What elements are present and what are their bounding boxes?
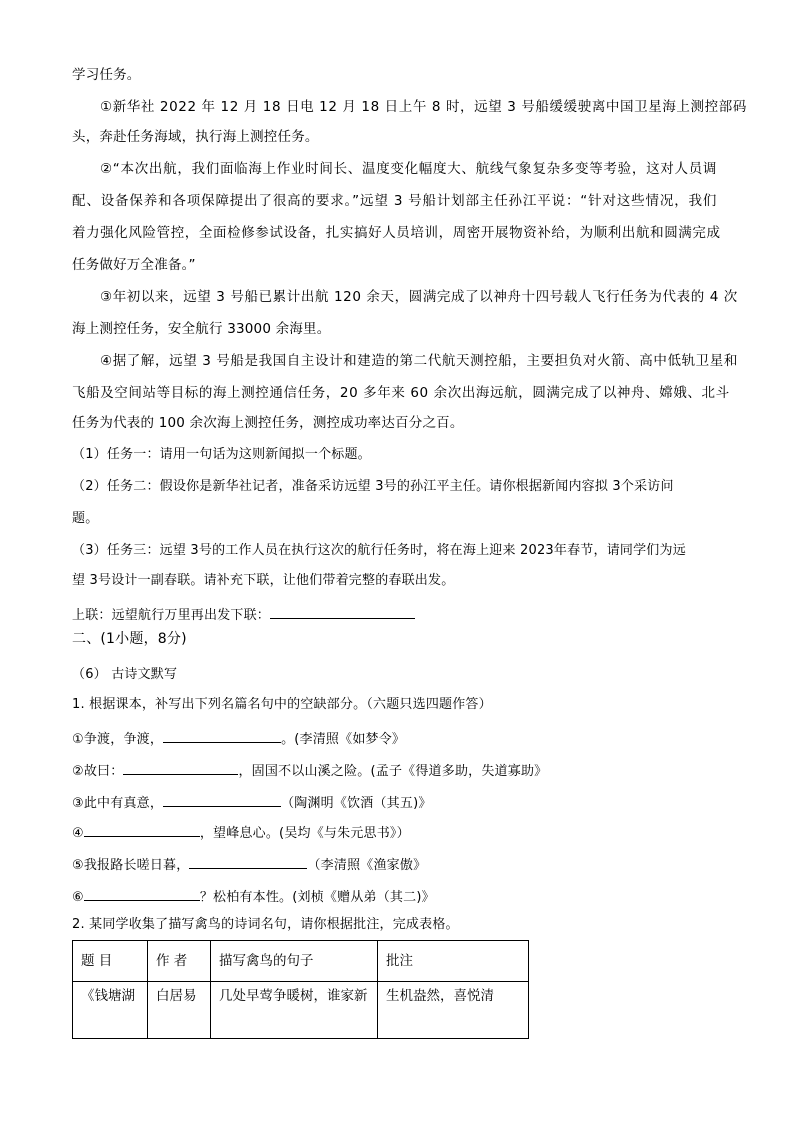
news-p2-line2: 配、设备保养和各项保障提出了很高的要求。”远望 3 号船计划部主任孙江平说：“针对这些情况，我们 (72, 193, 717, 209)
table-row (73, 982, 529, 1039)
news-p4-line2: 飞船及空间站等目标的海上测控通信任务，20 多年来 60 余次出海远航，圆满完成了以神舟、嫦娥、北斗 (72, 385, 730, 401)
item-6-source: ？松柏有本性。(刘桢《赠从弟（其二)》 (199, 890, 435, 905)
news-p4-line1: ④据了解，远望 3 号船是我国自主设计和建造的第二代航天测控船，主要担负对火箭、高中低轨卫星和 (100, 353, 738, 369)
recitation-item-1 (72, 728, 405, 749)
item-4-source: ，望峰息心。(吴均《与朱元思书》） (199, 826, 410, 841)
news-p1-line2: 头，奔赴任务海域，执行海上测控任务。 (72, 129, 319, 145)
item-3-source: （陶渊明《饮酒（其五)》 (281, 796, 432, 811)
item-3-blank[interactable] (163, 792, 281, 807)
news-p2-line4: 任务做好万全准备。” (72, 257, 196, 273)
table-header-note: 批注 (378, 941, 529, 982)
table-header-sentence: 描写禽鸟的句子 (211, 941, 378, 982)
item-4-blank[interactable] (84, 822, 200, 837)
couplet-answer-blank[interactable] (270, 604, 415, 619)
recitation-item-5 (72, 854, 426, 875)
item-6-blank[interactable] (84, 886, 200, 901)
task-2-line2: 题。 (72, 511, 99, 526)
table-cell-sentence: 几处早莺争暖树，谁家新 (211, 982, 378, 1039)
table-header-title: 题 目 (73, 941, 148, 982)
item-1-blank[interactable] (163, 728, 281, 743)
news-p2-line3: 着力强化风险管控，全面检修参试设备，扎实搞好人员培训，周密开展物资补给，为顺利出航和圆满完成 (72, 225, 721, 241)
table-header-row (73, 941, 529, 982)
item-2-source: ，固国不以山溪之险。(孟子《得道多助，失道寡助》 (238, 764, 548, 779)
couplet-label: 上联：远望航行万里再出发下联： (72, 608, 271, 623)
item-5-blank[interactable] (189, 854, 307, 869)
task-3-line1: （3）任务三：远望 3号的工作人员在执行这次的航行任务时，将在海上迎来 2023年春节，请同学们为远 (72, 543, 686, 558)
item-4-prefix: ④ (72, 826, 84, 841)
news-p3-line2: 海上测控任务，安全航行 33000 余海里。 (72, 321, 331, 337)
news-p3-line1: ③年初以来，远望 3 号船已累计出航 120 余天，圆满完成了以神舟十四号载人飞行任务为代表的 4 次 (100, 289, 738, 305)
section-2-heading: 二、(1小题，8分) (72, 631, 187, 647)
recitation-item-2 (72, 760, 547, 781)
table-cell-title: 《钱塘湖 (73, 982, 148, 1039)
task-3-line2: 望 3号设计一副春联。请补充下联，让他们带着完整的春联出发。 (72, 573, 455, 588)
item-2-prefix: ②故曰： (72, 764, 124, 779)
recitation-item-4 (72, 822, 410, 843)
question-2: 2. 某同学收集了描写禽鸟的诗词名句，请你根据批注，完成表格。 (72, 917, 459, 932)
couplet-line (72, 604, 415, 625)
item-3-prefix: ③此中有真意， (72, 796, 164, 811)
task-2-line1: （2）任务二：假设你是新华社记者，准备采访远望 3号的孙江平主任。请你根据新闻内容拟 3个采访问 (72, 479, 674, 494)
table-header-author: 作 者 (148, 941, 211, 982)
intro-text: 学习任务。 (72, 67, 141, 83)
recitation-item-6 (72, 886, 435, 907)
question-1: 1. 根据课本，补写出下列名篇名句中的空缺部分。（六题只选四题作答） (72, 697, 492, 712)
recitation-item-3 (72, 792, 432, 813)
item-1-prefix: ①争渡，争渡， (72, 732, 164, 747)
item-5-prefix: ⑤我报路长嗟日暮， (72, 858, 190, 873)
news-p4-line3: 任务为代表的 100 余次海上测控任务，测控成功率达百分之百。 (72, 415, 464, 431)
item-1-source: 。(李清照《如梦令》 (281, 732, 406, 747)
news-p2-line1: ②“本次出航，我们面临海上作业时间长、温度变化幅度大、航线气象复杂多变等考验，这对人员调 (100, 161, 717, 177)
section-2-subheading: （6） 古诗文默写 (72, 667, 178, 682)
table-cell-note: 生机盎然，喜悦清 (378, 982, 529, 1039)
task-1: （1）任务一：请用一句话为这则新闻拟一个标题。 (72, 447, 371, 462)
item-5-source: （李清照《渔家傲》 (307, 858, 427, 873)
table-cell-author: 白居易 (148, 982, 211, 1039)
poetry-table (72, 940, 529, 1039)
news-p1-line1: ①新华社 2022 年 12 月 18 日电 12 月 18 日上午 8 时，远望 3 号船缓缓驶离中国卫星海上测控部码 (100, 99, 747, 115)
item-6-prefix: ⑥ (72, 890, 84, 905)
item-2-blank[interactable] (123, 760, 238, 775)
